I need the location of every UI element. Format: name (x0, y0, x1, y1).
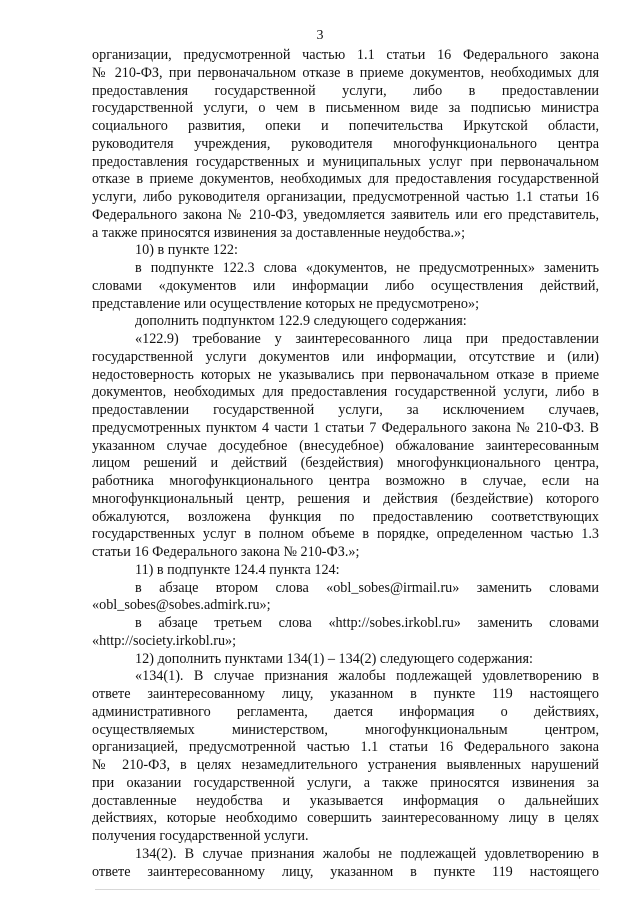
text-line: № 210-ФЗ, в целях незамедлительного устранения выявленных нарушений (92, 757, 599, 773)
text-line: при оказании государственной услуги, а также приносятся извинения за (92, 774, 599, 791)
text-line: государственной услуги, о чем в письменном виде за подписью министра (92, 100, 599, 117)
text-line: ответе заинтересованному лицу, указанном в пункте 119 настоящего (92, 686, 599, 702)
text-line: работника многофункционального центра возможно в случае, если на (92, 473, 599, 489)
text-line: словами «документов или информации либо осуществления действий, (92, 277, 599, 294)
text-line: обжалуются, возложена функция по предоставлению соответствующих (92, 508, 599, 525)
text-line: предоставлении государственной услуги, за исключением случаев, (92, 402, 599, 418)
text-line: 11) в подпункте 124.4 пункта 124: (135, 561, 340, 578)
text-line: получения государственной услуги. (92, 828, 309, 844)
text-line: государственной услуги документов или информации, отсутствие и (или) (92, 348, 599, 365)
text-line: организации, предусмотренной частью 1.1 статьи 16 Федерального закона (92, 47, 599, 63)
text-line: «obl_sobes@sobes.admirk.ru»; (92, 597, 271, 614)
text-line: Федерального закона № 210-ФЗ, уведомляется заявитель или его представитель, (92, 206, 599, 223)
text-line: отказе в приеме документов, необходимых для предоставления государственной (92, 171, 599, 188)
text-line: ответе заинтересованному лицу, указанном в пункте 119 настоящего (92, 863, 599, 880)
text-line: услуги, либо руководителя организации, предусмотренной частью 1.1 статьи 16 (92, 189, 599, 205)
text-line: № 210-ФЗ, при первоначальном отказе в приеме документов, необходимых для (92, 64, 599, 81)
text-line: государственных услуг в полном объеме в порядке, определенном частью 1.3 (92, 526, 599, 543)
text-line: «122.9) требование у заинтересованного лица при предоставлении (135, 331, 599, 347)
text-line: представление или осуществление которых не предусмотрено»; (92, 295, 480, 312)
text-line: 12) дополнить пунктами 134(1) – 134(2) следующего содержания: (135, 650, 533, 667)
text-line: в абзаце третьем слова «http://sobes.irkobl.ru» заменить словами (135, 615, 599, 631)
text-line: «http://society.irkobl.ru»; (92, 632, 237, 649)
text-line: предусмотренных пунктом 4 части 1 статьи 7 Федерального закона № 210-ФЗ. В (92, 419, 599, 436)
text-line: административного регламента, дается информация о действиях, (92, 703, 599, 720)
text-line: организацией, предусмотренной частью 1.1 статьи 16 Федерального закона (92, 739, 599, 756)
text-line: в подпункте 122.3 слова «документов, не предусмотренных» заменить (135, 260, 599, 276)
text-line: доставленные неудобства и указывается информация о дальнейших (92, 792, 599, 809)
text-line: предоставления государственных и муниципальных услуг при первоначальном (92, 153, 599, 170)
text-line: действиях, которые необходимо совершить заинтересованному лицу в целях (92, 810, 599, 827)
text-line: документов, необходимых для предоставления государственной услуги, либо в (92, 384, 599, 401)
text-line: недостоверность которых не указывались при первоначальном отказе в приеме (92, 366, 599, 383)
text-line: 10) в пункте 122: (135, 242, 238, 259)
page-bottom-edge (95, 889, 600, 890)
page-number: 3 (316, 28, 324, 43)
document-body (92, 47, 599, 881)
text-line: «134(1). В случае признания жалобы подлежащей удовлетворению в (135, 668, 599, 685)
text-line: руководителя учреждения, руководителя многофункционального центра (92, 135, 599, 152)
text-line: лицом решений и действий (бездействия) многофункционального центра, (92, 455, 599, 472)
text-line: осуществляемых министерством, многофункциональным центром, (92, 721, 599, 738)
text-line: статьи 16 Федерального закона № 210-ФЗ.»; (92, 544, 360, 560)
text-line: указанном случае досудебное (внесудебное) обжалование заинтересованным (92, 437, 599, 454)
text-line: дополнить подпунктом 122.9 следующего содержания: (135, 313, 467, 330)
text-line: многофункциональный центр, решения и действия (бездействие) которого (92, 490, 599, 507)
text-line: а также приносятся извинения за доставленные неудобства.»; (92, 224, 466, 241)
text-line: социального развития, опеки и попечительства Иркутской области, (92, 118, 599, 134)
text-line: 134(2). В случае признания жалобы не подлежащей удовлетворению в (135, 845, 599, 862)
text-line: предоставления государственной услуги, либо в предоставлении (92, 82, 599, 99)
text-line: в абзаце втором слова «obl_sobes@irmail.ru» заменить словами (135, 579, 599, 596)
